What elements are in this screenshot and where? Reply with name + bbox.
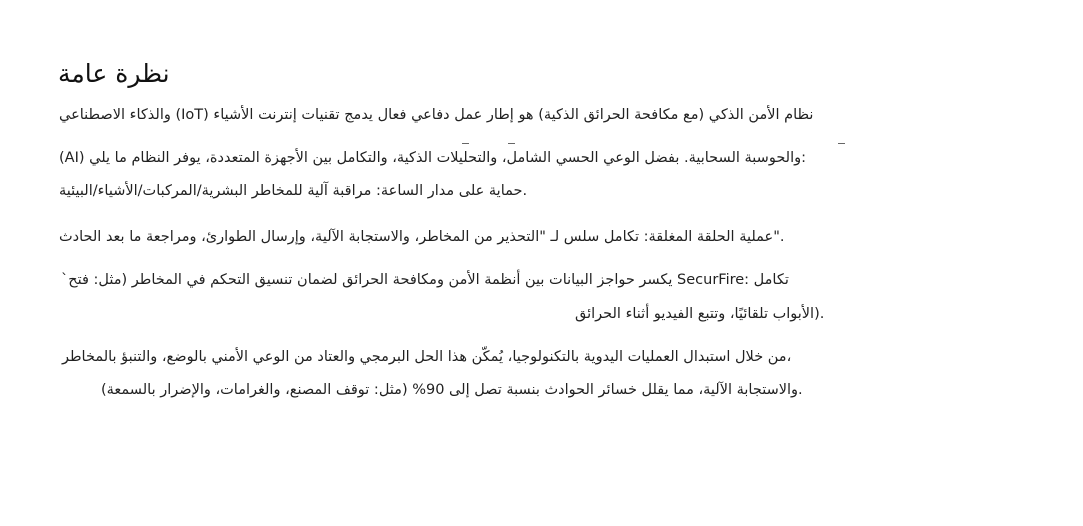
bullet-line: `يكسر حواجز البيانات بين أنظمة الأمن ومكافحة الحرائق لضمان تنسيق التحكم في المخاطر (مثل: فتح SecurFire: تكامل <box>61 272 789 288</box>
paragraph-line: من خلال استبدال العمليات اليدوية بالتكنولوجيا، يُمكّن هذا الحل البرمجي والعتاد من الوعي الأمني بالوضع، والتنبؤ بالمخاطر، <box>62 349 792 365</box>
separator-mark <box>508 143 515 144</box>
paragraph-line: (AI) والحوسبة السحابية. بفضل الوعي الحسي الشامل، والتحليلات الذكية، والتكامل بين الأجهزة المتعددة، يوفر النظام ما يلي: <box>59 150 807 166</box>
bullet-line: حماية على مدار الساعة: مراقبة آلية للمخاطر البشرية/المركبات/الأشياء/البيئية. <box>59 183 528 199</box>
page-title: نظرة عامة <box>58 59 170 88</box>
separator-mark <box>462 143 469 144</box>
paragraph-line: والذكاء الاصطناعي (IoT) نظام الأمن الذكي (مع مكافحة الحرائق الذكية) هو إطار عمل دفاعي فعال يدمج تقنيات إنترنت الأشياء <box>59 107 814 123</box>
paragraph-line: والاستجابة الآلية، مما يقلل خسائر الحوادث بنسبة تصل إلى 90% (مثل: توقف المصنع، والغرامات، والإضرار بالسمعة). <box>101 382 803 398</box>
separator-mark <box>838 143 845 144</box>
bullet-line: عملية الحلقة المغلقة: تكامل سلس لـ "التحذير من المخاطر، والاستجابة الآلية، وإرسال الطوارئ، ومراجعة ما بعد الحادث". <box>59 229 785 245</box>
bullet-line: الأبواب تلقائيًا، وتتبع الفيديو أثناء الحرائق). <box>575 306 825 322</box>
